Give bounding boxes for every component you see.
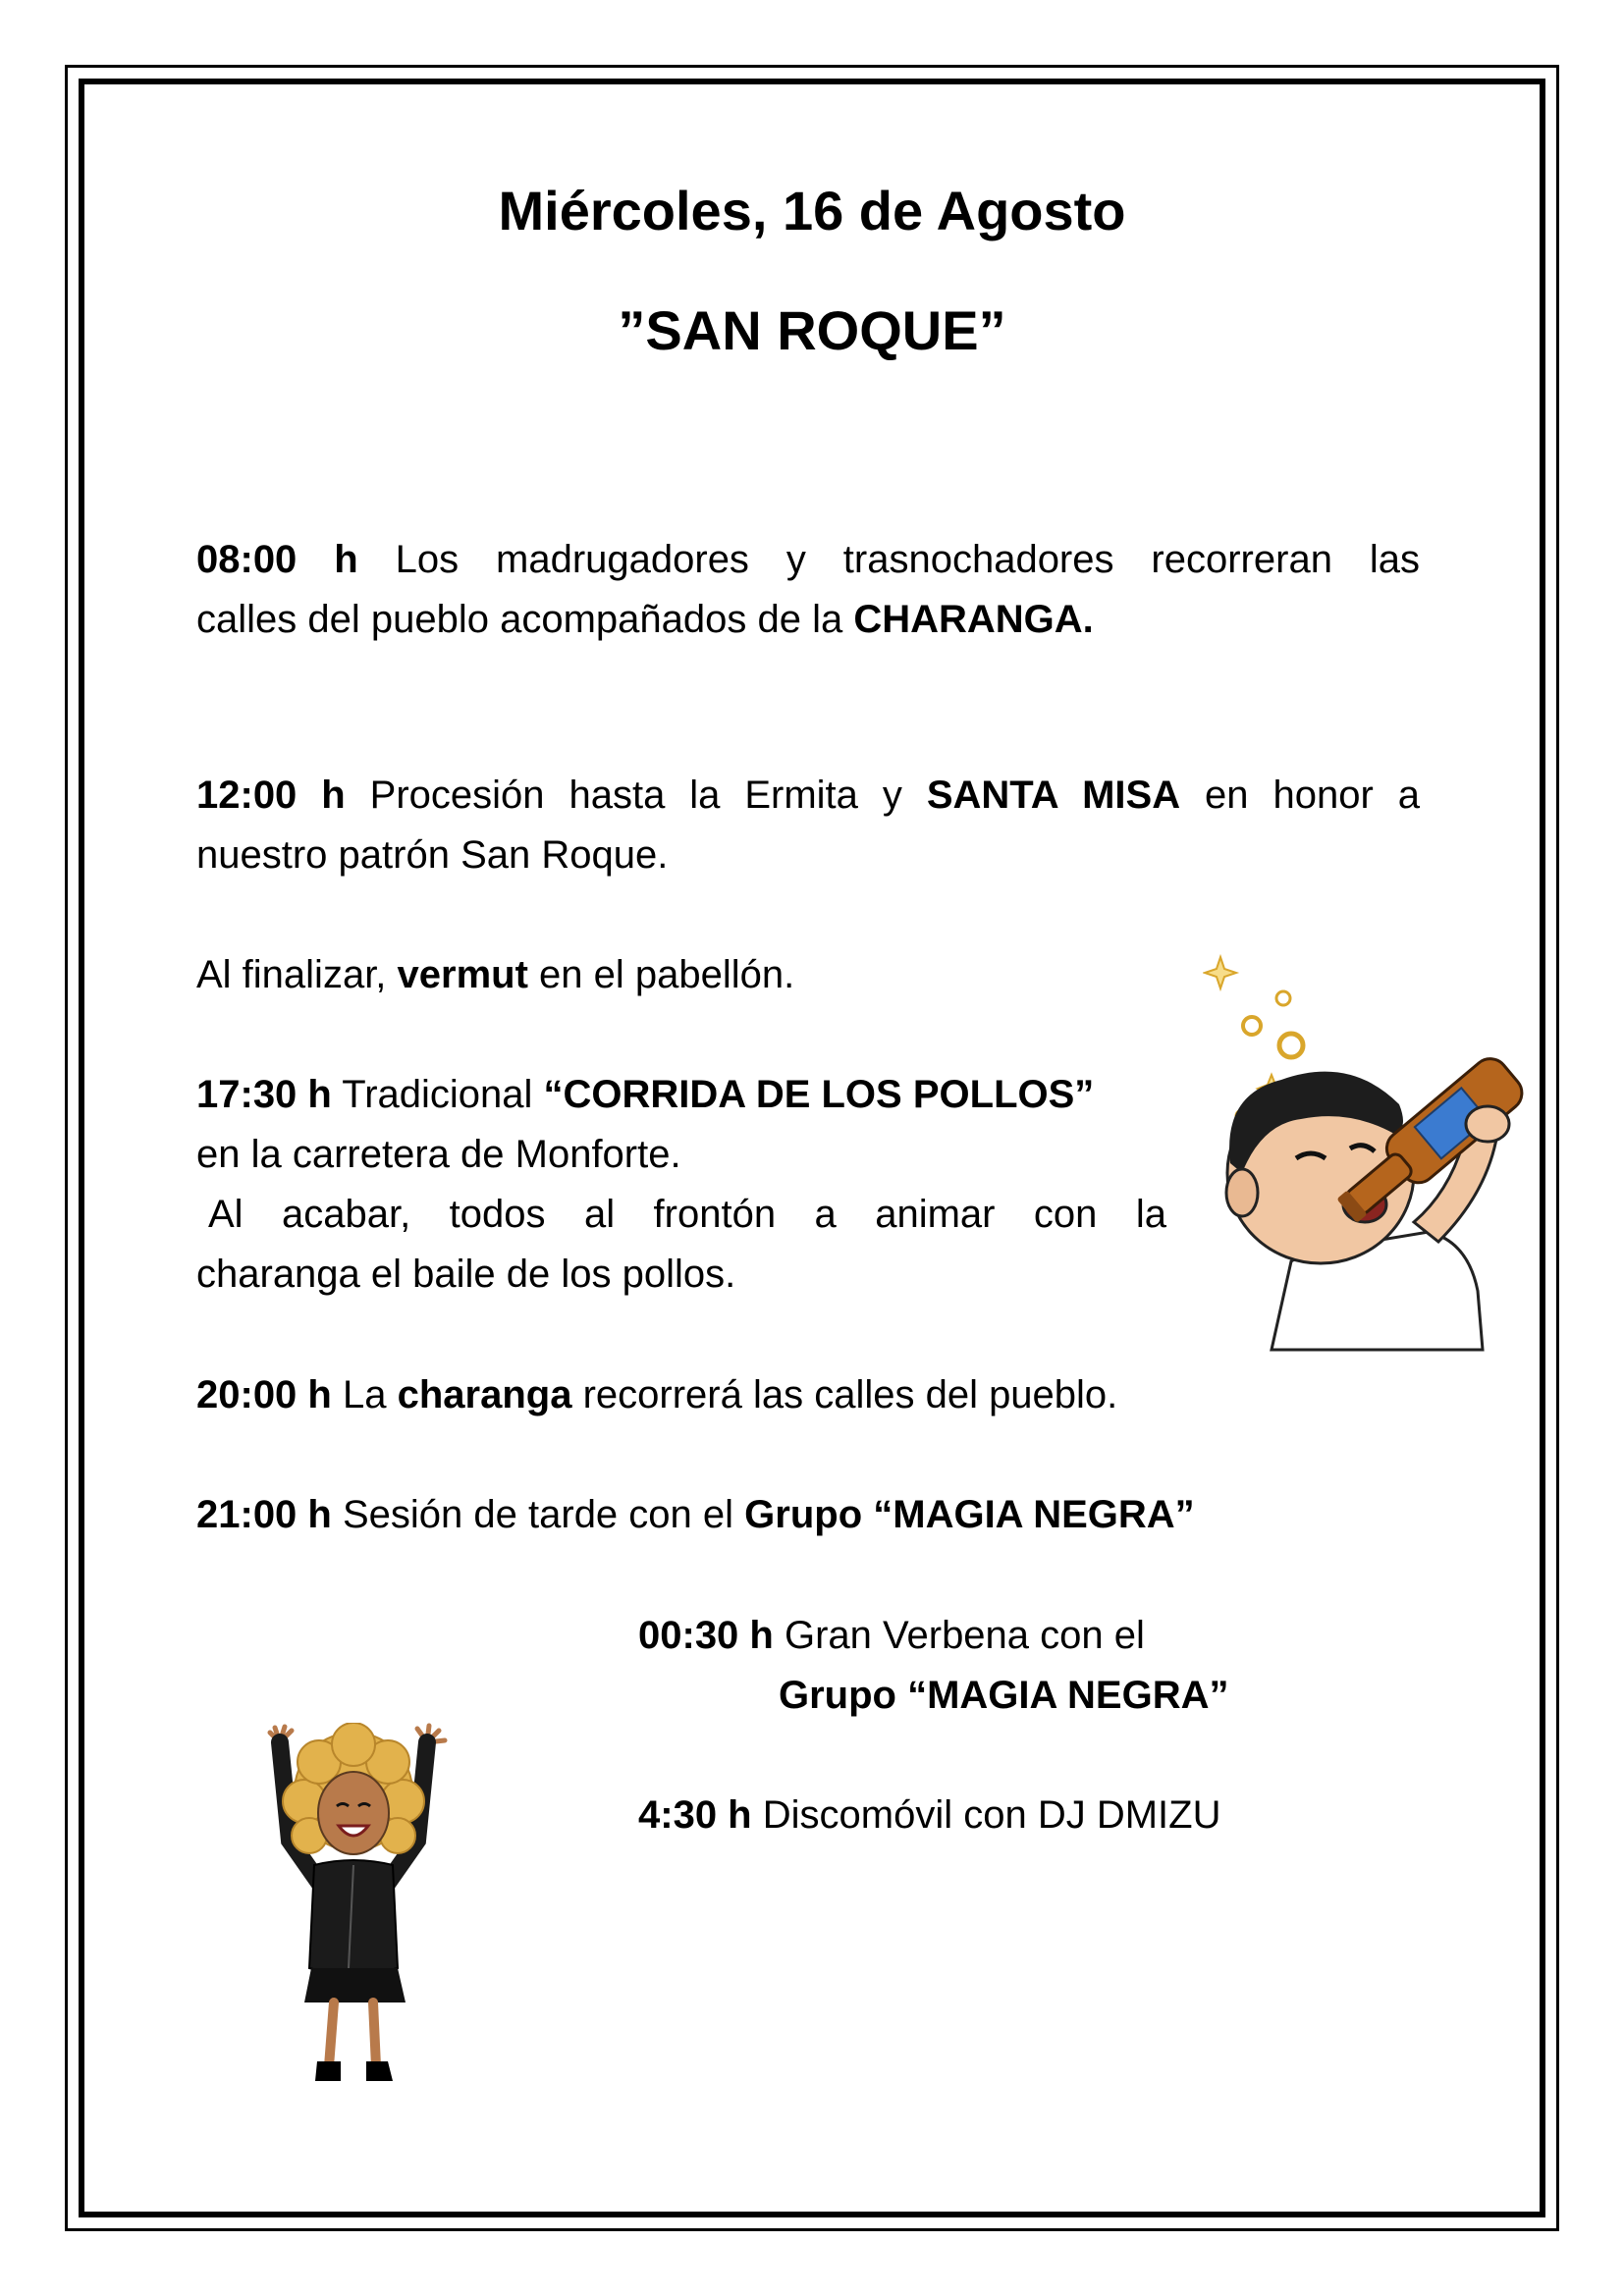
event-1730 [196,1065,1166,1305]
event-vermut-bold: vermut [397,953,528,996]
event-1200-time: 12:00 h [196,774,346,817]
event-1730-time: 17:30 h [196,1073,332,1116]
event-1730-line4: charanga el baile de los pollos. [196,1253,736,1296]
event-0800-line1 [196,530,1420,590]
event-1730-line1 [196,1065,1166,1125]
event-0430-line [638,1786,1220,1845]
event-0800-text: Los madrugadores y trasnochadores recorreran las [395,538,1420,581]
event-1730-bold: “CORRIDA DE LOS POLLOS” [543,1073,1095,1116]
event-2000 [196,1365,1117,1425]
event-0430-text: Discomóvil con DJ DMIZU [762,1793,1221,1837]
event-1200-line1 [196,766,1420,826]
event-0800-bold: CHARANGA. [853,598,1094,641]
page-title-date: Miércoles, 16 de Agosto [498,180,1126,241]
event-vermut-text2: en el pabellón. [527,953,795,996]
event-vermut-text: Al finalizar, [196,953,398,996]
event-0800-time: 08:00 h [196,538,358,581]
event-vermut-line [196,945,794,1005]
event-0030-time: 00:30 h [638,1614,774,1657]
event-1730-line3: Al acabar, todos al frontón a animar con la [208,1193,1166,1236]
event-0430-time: 4:30 h [638,1793,752,1837]
boy-drinking-icon [1203,947,1537,1360]
event-1730-text: Tradicional [342,1073,544,1116]
event-2100-time: 21:00 h [196,1493,332,1536]
woman-celebrating-icon [250,1723,457,2086]
event-2000-text2: recorrerá las calles del pueblo. [571,1373,1118,1416]
event-vermut [196,945,794,1005]
event-0030-line1 [638,1606,1229,1666]
event-1200-text2: en honor a [1180,774,1420,817]
event-2000-time: 20:00 h [196,1373,332,1416]
event-0800 [196,530,1420,650]
page-title-festival: ”SAN ROQUE” [618,299,1006,361]
event-0030-text: Gran Verbena con el [784,1614,1145,1657]
event-0030 [638,1606,1229,1726]
event-1730-line2: en la carretera de Monforte. [196,1133,681,1176]
event-2100 [196,1485,1195,1545]
event-0030-line2 [638,1666,1229,1726]
event-2000-line [196,1365,1117,1425]
event-0430 [638,1786,1220,1845]
event-2000-bold: charanga [397,1373,572,1416]
event-1200-line2: nuestro patrón San Roque. [196,833,669,877]
event-1200 [196,766,1420,885]
event-0800-text2: calles del pueblo acompañados de la [196,598,854,641]
event-2100-bold: Grupo “MAGIA NEGRA” [744,1493,1195,1536]
event-2100-text: Sesión de tarde con el [342,1493,745,1536]
event-1200-bold: SANTA MISA [926,774,1181,817]
event-2000-text: La [342,1373,398,1416]
event-1200-text: Procesión hasta la Ermita y [369,774,927,817]
event-0030-bold: Grupo “MAGIA NEGRA” [779,1674,1229,1717]
event-0800-line2 [196,590,1420,650]
event-2100-line [196,1485,1195,1545]
